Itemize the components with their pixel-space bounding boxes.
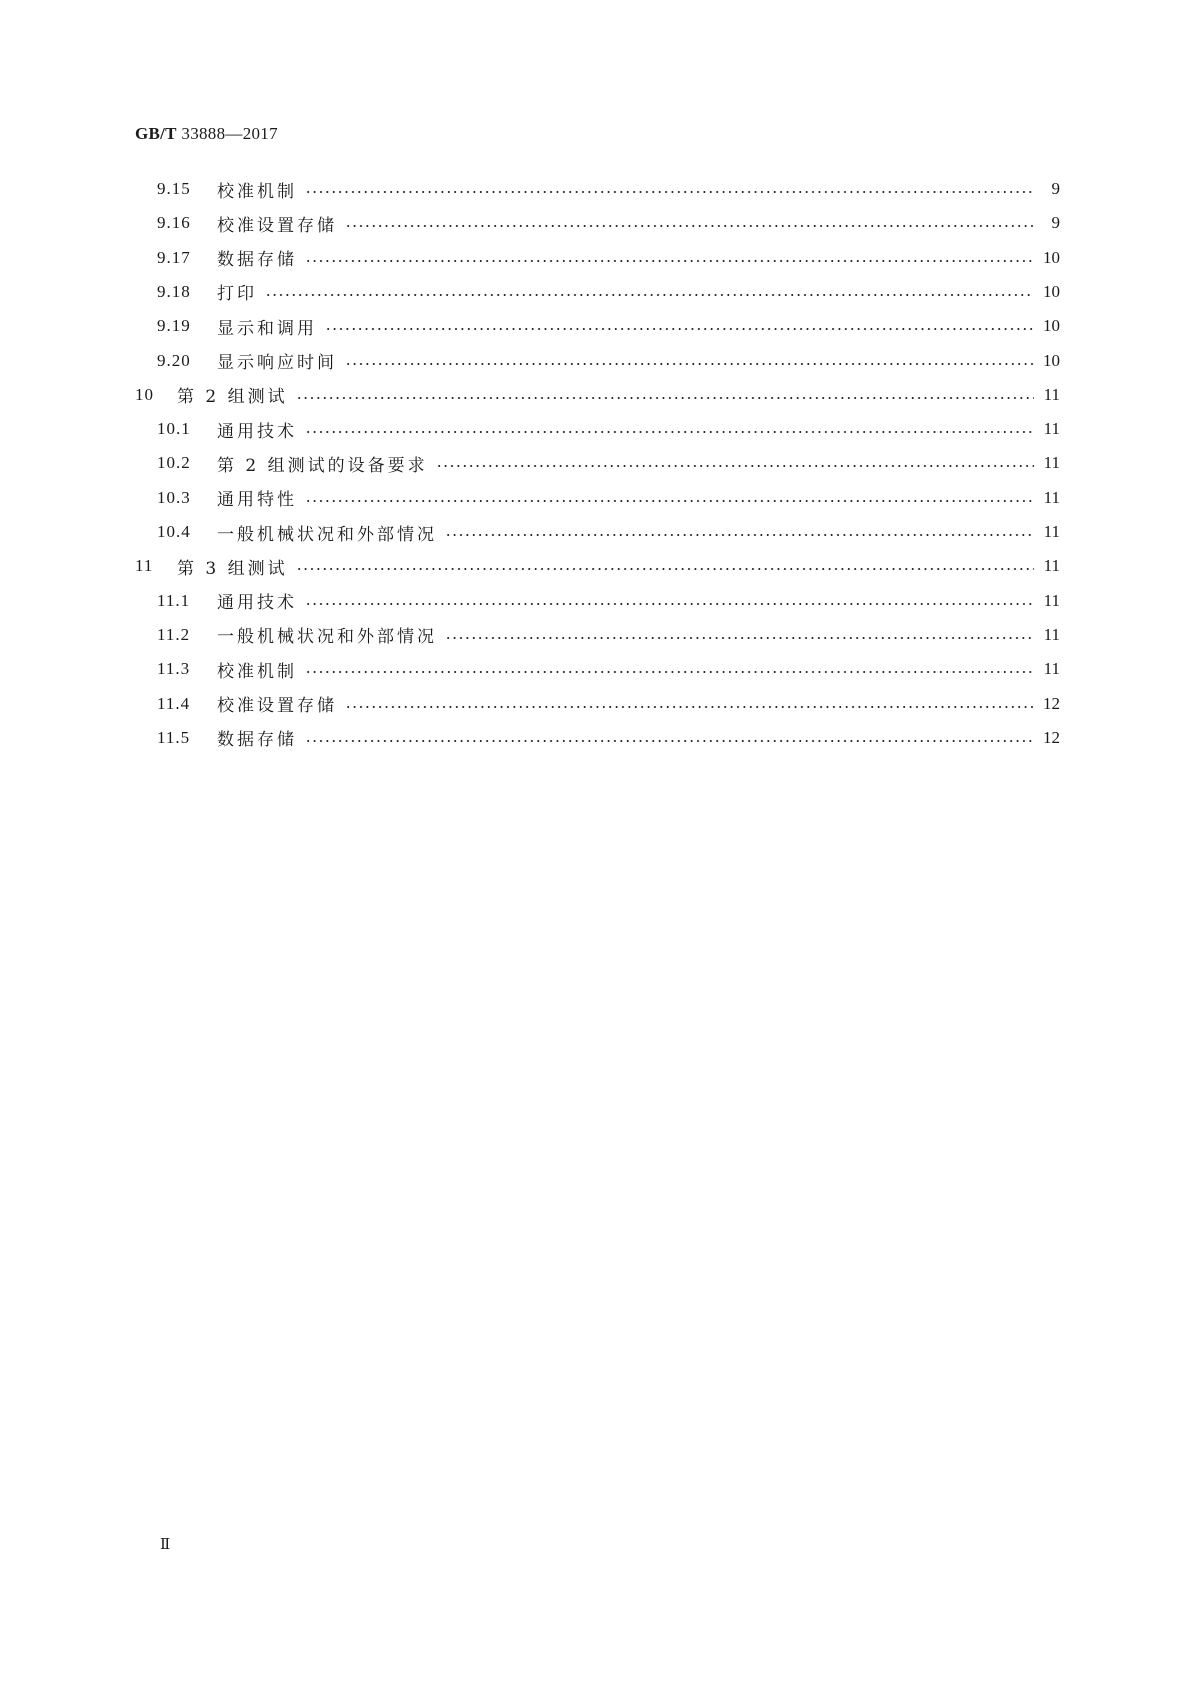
toc-entry-number: 10.3 [157,487,191,507]
dot-leader [305,431,1034,433]
toc-entry-page: 11 [1043,522,1060,541]
toc-entry-number: 11.4 [157,693,191,713]
dot-leader [305,500,1034,502]
toc-entry-page: 11 [1043,659,1060,679]
toc-entry[interactable] [157,244,1060,272]
toc-entry-page: 10 [1043,350,1060,370]
toc-entry-title: 数据存储 [217,730,297,751]
toc-entry-number: 10.2 [157,453,191,473]
toc-entry[interactable] [157,347,1060,375]
toc-entry[interactable] [157,312,1060,340]
dot-leader [345,363,1034,365]
toc-entry-title: 一般机械状况和外部情况 [217,627,437,648]
toc-entry[interactable] [157,484,1060,512]
toc-entry-number: 9.20 [157,350,191,370]
toc-entry-page: 11 [1043,453,1060,473]
toc-entry-page: 10 [1043,281,1060,301]
toc-entry-title: 显示响应时间 [217,353,337,373]
toc-entry-number: 11 [135,556,154,576]
dot-leader [445,534,1034,536]
dot-leader [345,706,1034,708]
toc-entry-title: 校准机制 [217,181,297,202]
toc-entry-title: 显示和调用 [217,318,317,339]
toc-entry-title: 第 3 组测试 [177,558,288,579]
toc-entry-title: 数据存储 [217,250,297,271]
toc-entry-title: 校准机制 [217,661,297,682]
standard-number: 33888—2017 [181,124,278,143]
toc-entry-number: 11.2 [157,624,191,644]
dot-leader [305,671,1034,673]
toc-entry[interactable] [157,518,1060,546]
dot-leader [296,568,1034,570]
toc-entry-page: 11 [1043,384,1060,404]
dot-leader [305,740,1034,742]
toc-entry[interactable] [157,621,1060,649]
dot-leader [445,637,1034,639]
dot-leader [436,465,1034,467]
toc-entry[interactable] [157,209,1060,237]
dot-leader [305,603,1034,605]
toc-entry-title: 一般机械状况和外部情况 [217,524,437,545]
toc-entry-page: 9 [1051,179,1060,198]
toc-entry[interactable] [157,175,1060,203]
toc-entry-page: 12 [1043,727,1060,747]
toc-entry-page: 10 [1043,316,1060,336]
dot-leader [296,397,1034,399]
toc-entry-number: 9.16 [157,213,191,233]
toc-entry-number: 10.4 [157,522,191,541]
toc-entry[interactable] [157,278,1060,306]
toc-entry-page: 11 [1043,556,1060,576]
dot-leader [305,191,1034,193]
toc-entry-number: 10.1 [157,419,191,439]
toc-entry[interactable] [157,415,1060,443]
toc-entry-number: 11.1 [157,590,191,610]
toc-entry[interactable] [157,655,1060,683]
toc-entry-title: 通用特性 [217,490,297,511]
toc-entry[interactable] [135,381,1060,409]
toc-entry-number: 10 [135,384,154,404]
dot-leader [325,328,1034,330]
toc-entry-title: 第 2 组测试的设备要求 [217,455,428,476]
toc-entry-title: 第 2 组测试 [177,387,288,408]
toc-entry[interactable] [157,587,1060,615]
toc-entry-title: 通用技术 [217,593,297,614]
toc-entry-number: 9.15 [157,179,191,198]
toc-entry-page: 10 [1043,247,1060,267]
toc-entry-title: 通用技术 [217,421,297,442]
toc-entry-number: 11.5 [157,727,191,747]
toc-entry-page: 11 [1043,590,1060,610]
toc-entry[interactable] [135,552,1060,580]
toc-entry-number: 9.19 [157,316,191,336]
dot-leader [305,260,1034,262]
document-code [135,124,278,144]
page-number: Ⅱ [160,1537,171,1553]
toc-entry[interactable] [157,690,1060,718]
toc-entry-number: 9.17 [157,247,191,267]
dot-leader [265,294,1034,296]
toc-entry-title: 校准设置存储 [217,696,337,716]
toc-entry-number: 11.3 [157,659,191,679]
standard-prefix: GB/T [135,124,177,143]
toc-entry-page: 11 [1043,487,1060,507]
toc-entry-number: 9.18 [157,281,191,301]
toc-entry[interactable] [157,449,1060,477]
toc-entry-title: 校准设置存储 [217,215,337,236]
toc-entry-page: 11 [1043,419,1060,439]
toc-entry-page: 11 [1043,624,1060,644]
toc-entry[interactable] [157,724,1060,752]
toc-entry-page: 9 [1051,213,1060,233]
toc-entry-page: 12 [1043,693,1060,713]
toc-entry-title: 打印 [217,284,257,305]
dot-leader [345,225,1034,227]
